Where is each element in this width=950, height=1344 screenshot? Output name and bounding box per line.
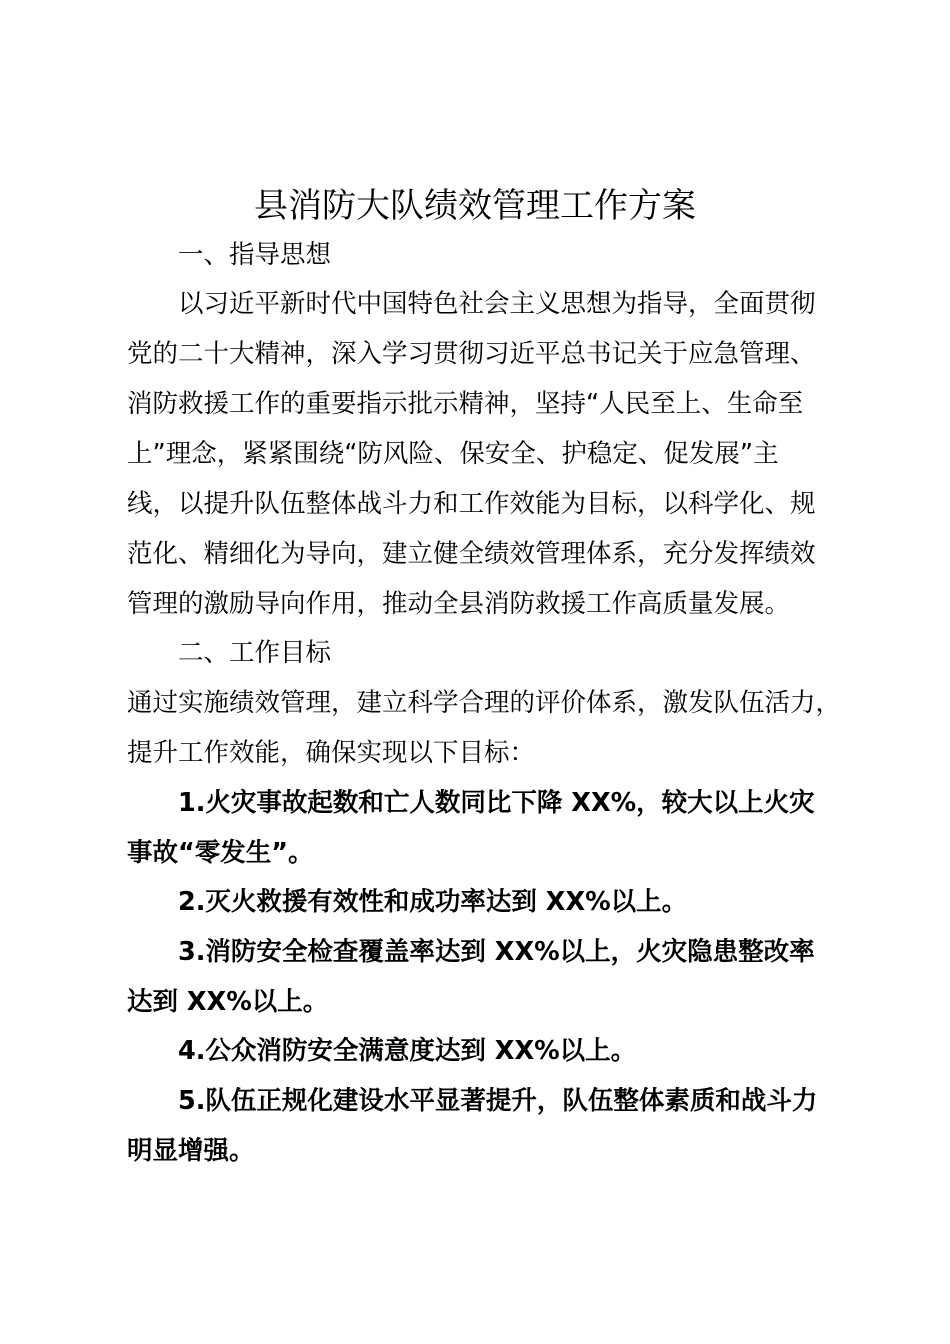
intro-line: 提升工作效能，确保实现以下目标： xyxy=(127,738,536,768)
intro-line: 通过实施绩效管理，建立科学合理的评价体系，激发队伍活力， xyxy=(127,688,842,718)
paragraph-line: 管理的激励导向作用，推动全县消防救援工作高质量发展。 xyxy=(127,589,791,619)
goal-item-2: 2.灭火救援有效性和成功率达到 XX%以上。 xyxy=(178,887,688,917)
paragraph-line: 党的二十大精神，深入学习贯彻习近平总书记关于应急管理、 xyxy=(127,339,816,369)
paragraph-line: 消防救援工作的重要指示批示精神，坚持“人民至上、生命至 xyxy=(127,389,804,419)
goal-item-3-continued: 达到 XX%以上。 xyxy=(127,987,329,1017)
document-title: 县消防大队绩效管理工作方案 xyxy=(254,186,696,226)
section-heading-guiding-ideology: 一、指导思想 xyxy=(178,240,332,270)
goal-item-3: 3.消防安全检查覆盖率达到 XX%以上，火灾隐患整改率 xyxy=(178,937,815,967)
section-heading-work-goals: 二、工作目标 xyxy=(178,638,332,668)
goal-item-4: 4.公众消防安全满意度达到 XX%以上。 xyxy=(178,1036,637,1066)
goal-item-1-continued: 事故“零发生”。 xyxy=(127,838,314,868)
paragraph-line: 以习近平新时代中国特色社会主义思想为指导，全面贯彻 xyxy=(178,289,816,319)
goal-item-5-continued: 明显增强。 xyxy=(127,1136,255,1166)
goal-item-1: 1.火灾事故起数和亡人数同比下降 XX%，较大以上火灾 xyxy=(178,788,815,818)
paragraph-line: 范化、精细化为导向，建立健全绩效管理体系，充分发挥绩效 xyxy=(127,539,816,569)
goal-item-5: 5.队伍正规化建设水平显著提升，队伍整体素质和战斗力 xyxy=(178,1086,818,1116)
paragraph-line: 线，以提升队伍整体战斗力和工作效能为目标，以科学化、规 xyxy=(127,489,816,519)
paragraph-line: 上”理念，紧紧围绕“防风险、保安全、护稳定、促发展”主 xyxy=(127,439,779,469)
